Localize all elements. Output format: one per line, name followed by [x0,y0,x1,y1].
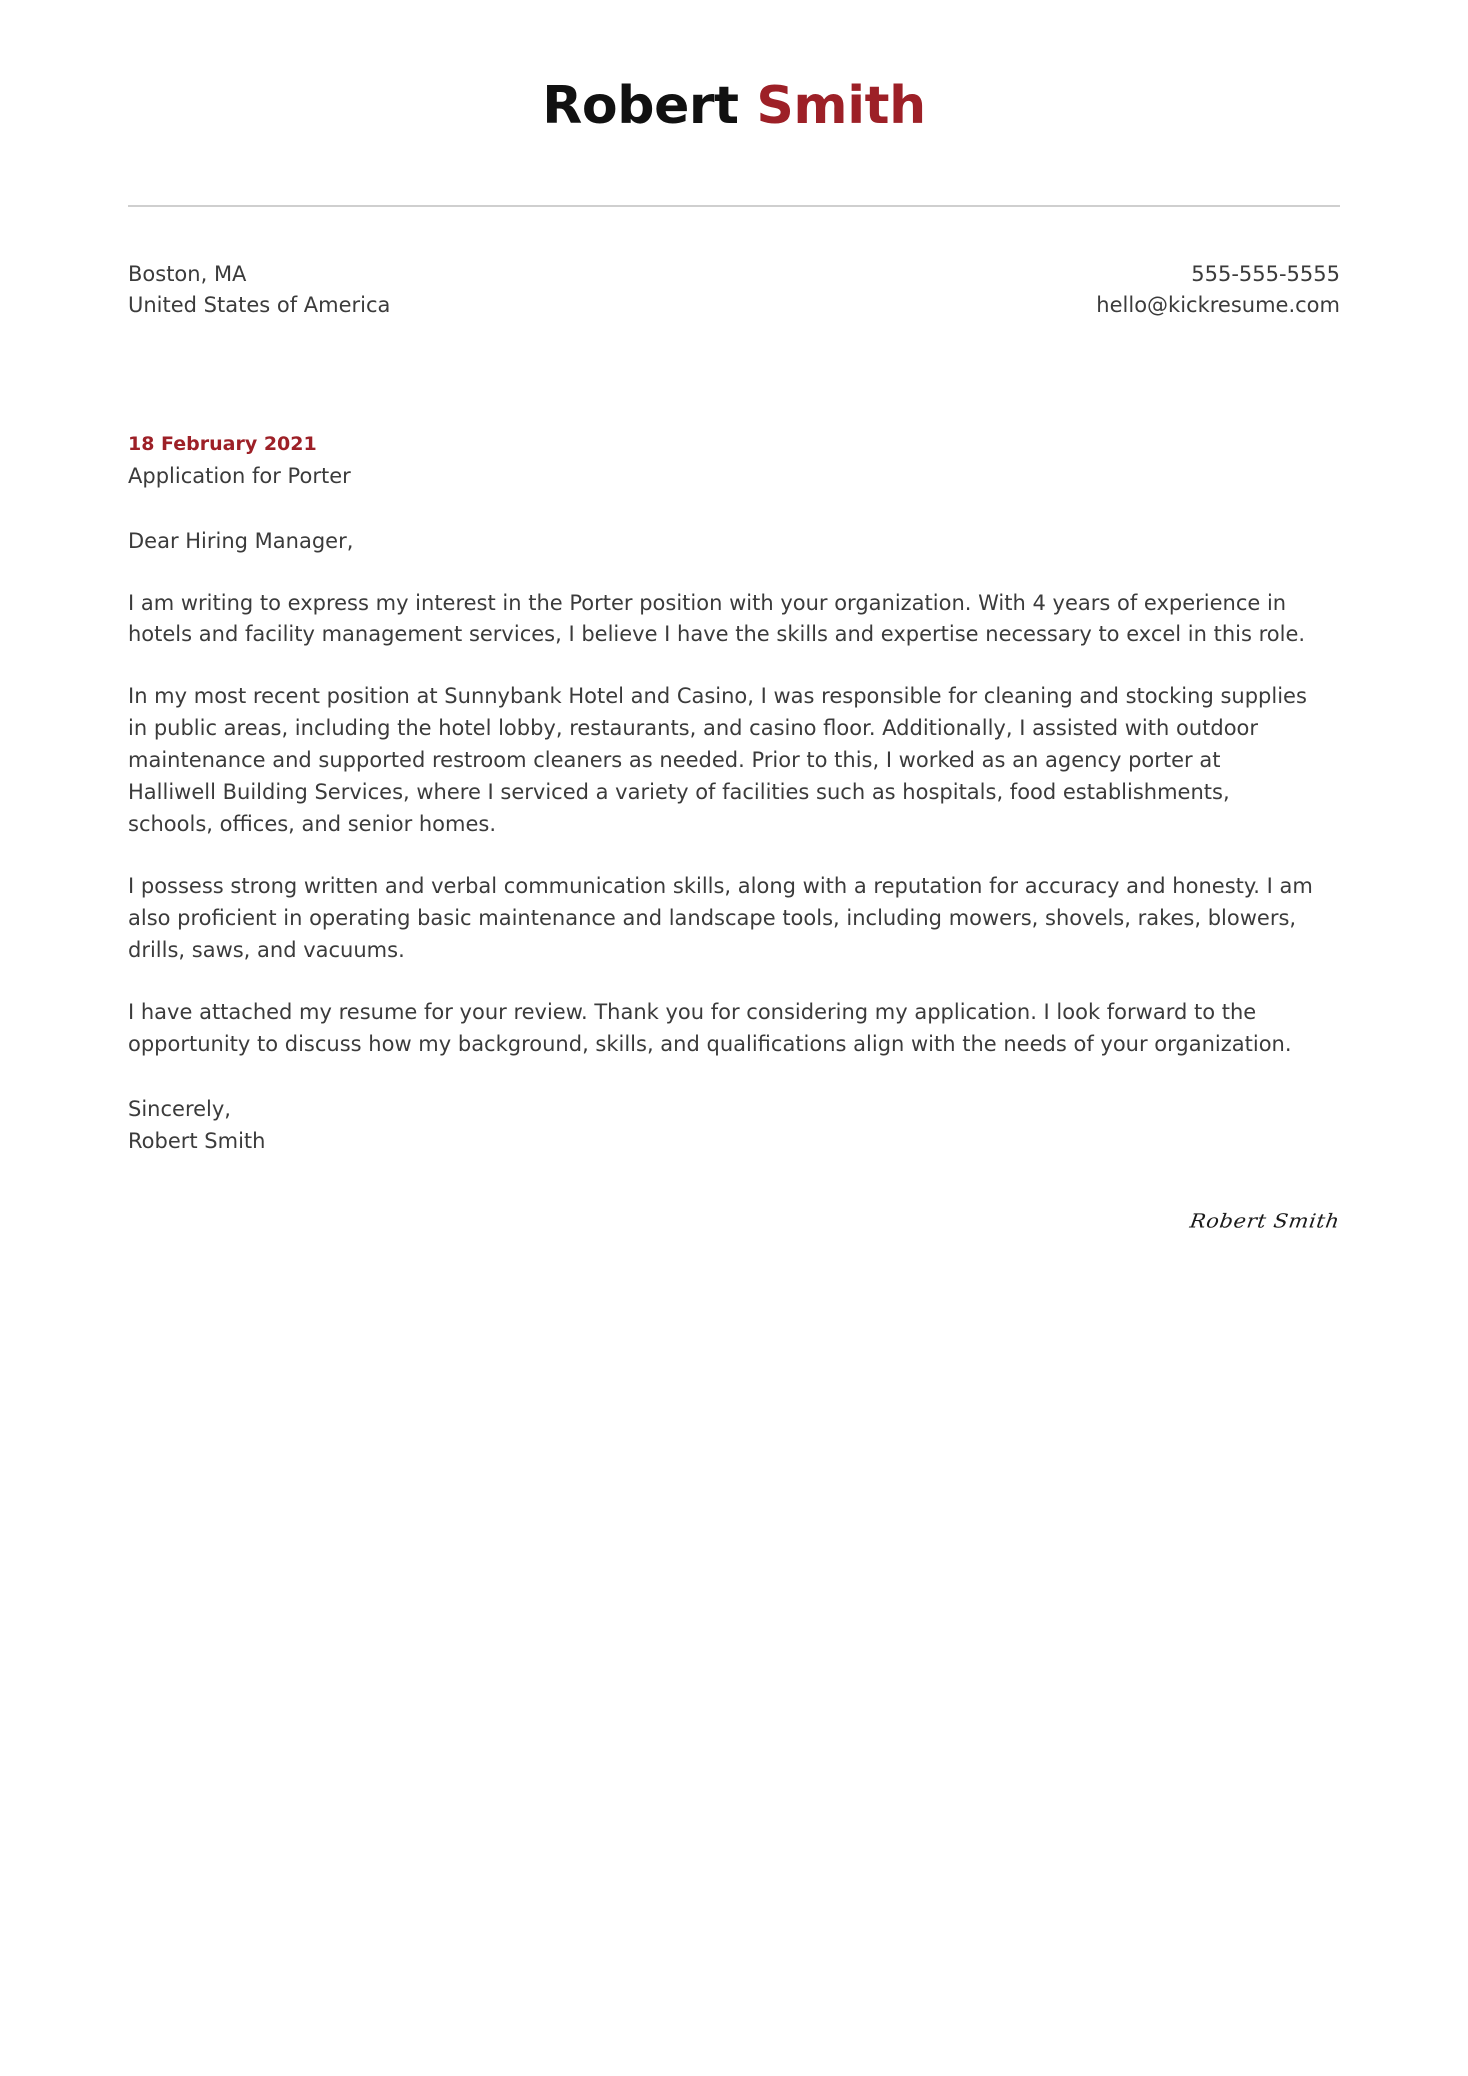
letter-paragraph-2: In my most recent position at Sunnybank Hotel and Casino, I was responsible for cleaning and stocking supplies in public areas, including the hotel lobby, restaurants, and casino floor. Additionally, I assisted with outdoor maintenance and supported restroom cleaners as needed. Prior to this, I worked as an agency porter at Halliwell Building Services, where I serviced a variety of facilities such as hospitals, food establishments, schools, offices, and senior homes. [128,684,1307,836]
contact-details-block [1096,259,1340,320]
letter-closing [128,1094,1340,1157]
contact-country: United States of America [128,292,391,317]
letter-paragraph-1: I am writing to express my interest in the Porter position with your organization. With 4 years of experience in hotels and facility management services, I believe I have the skills and expertise necessary to excel in this role. [128,590,1306,647]
signature-wrap [0,1209,1468,1233]
handwritten-signature: Robert Smith [1188,1210,1342,1233]
candidate-name [0,78,1468,135]
contact-city-state: Boston, MA [128,262,247,287]
letter-header [0,0,1468,135]
contact-phone[interactable]: 555-555-5555 [1191,262,1340,287]
letter-subject: Application for Porter [128,463,351,488]
letter-date: 18 February 2021 [128,433,317,456]
closing-salutation: Sincerely, [128,1097,231,1122]
letter-paragraph-4: I have attached my resume for your review. Thank you for considering my application. I look forward to the opportunity to discuss how my background, skills, and qualifications align with the needs of your organization. [128,999,1292,1056]
closing-name: Robert Smith [128,1128,266,1153]
letter-body [0,430,1468,1157]
letter-paragraph-3: I possess strong written and verbal communication skills, along with a reputation for accuracy and honesty. I am also proficient in operating basic maintenance and landscape tools, including mowers, shovels, rakes, blowers, drills, saws, and vacuums. [128,873,1313,962]
letter-salutation: Dear Hiring Manager, [128,529,354,554]
contact-address-block [128,259,390,320]
candidate-first-name: Robert [542,76,739,136]
candidate-last-name: Smith [756,76,926,136]
header-divider-wrap [0,205,1468,207]
header-divider [128,205,1340,207]
contact-row [0,259,1468,320]
contact-email[interactable]: hello@kickresume.com [1096,292,1340,317]
name-space [739,76,757,136]
